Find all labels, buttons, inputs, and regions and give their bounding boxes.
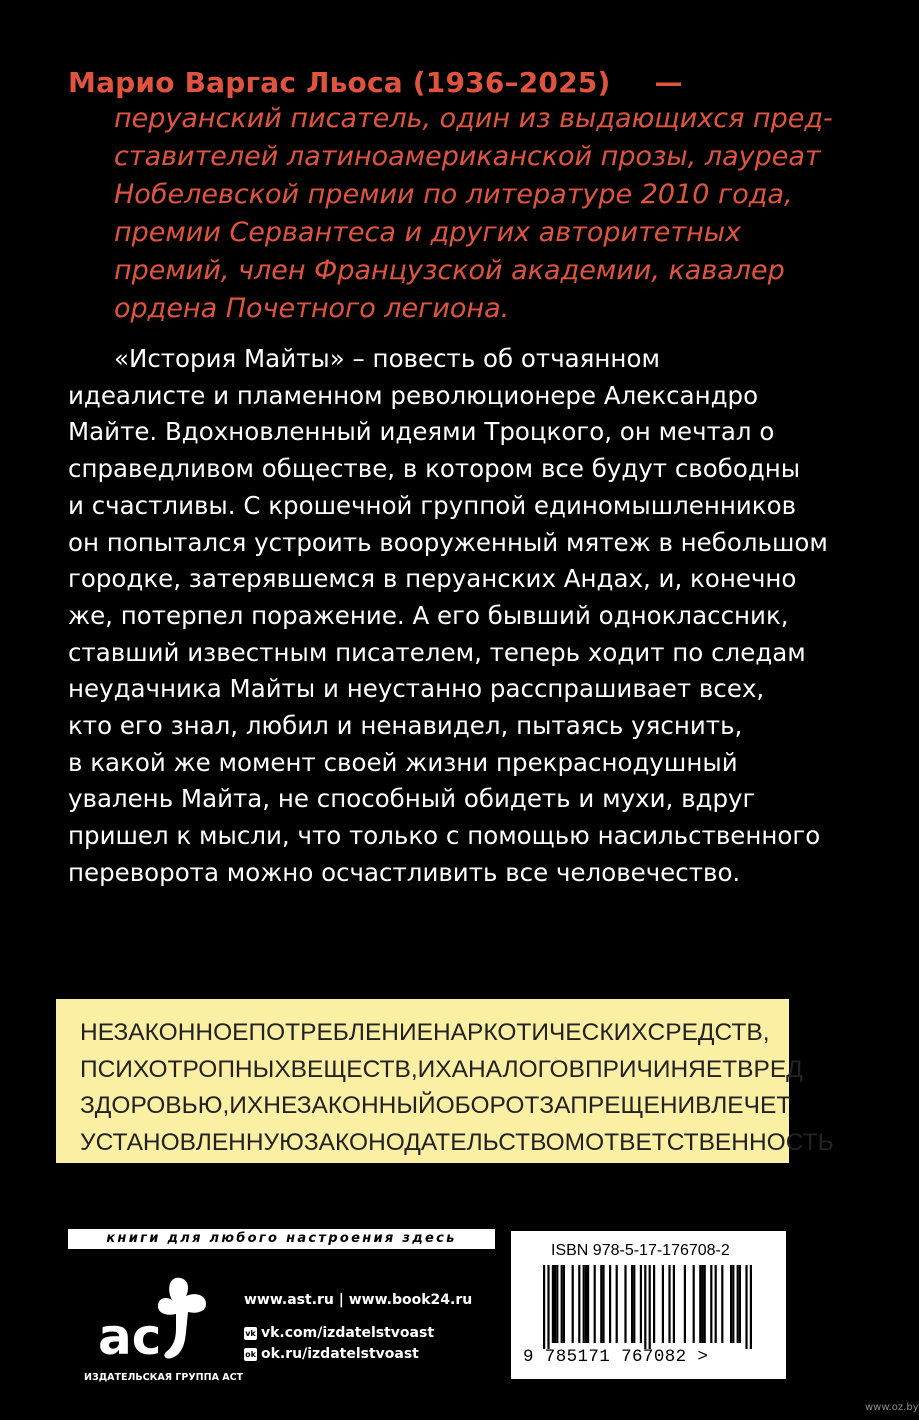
annotation-line: идеалисте и пламенном революционере Александро xyxy=(68,380,759,410)
warning-word: ИХ xyxy=(417,1055,452,1083)
warning-word: ЗАКОНОДАТЕЛЬСТВОМ xyxy=(303,1128,586,1156)
barcode-bar xyxy=(552,1265,554,1343)
barcode-bar xyxy=(668,1265,670,1343)
annotation-line: «История Майты» – повесть об отчаянном xyxy=(114,344,660,373)
social-handle: izdatelstvoast xyxy=(307,1346,419,1362)
warning-line xyxy=(80,1052,803,1089)
barcode-bar xyxy=(631,1265,633,1343)
barcode-bar xyxy=(653,1265,655,1343)
author-bio-line: премий, член Французской академии, кавалер xyxy=(114,255,785,286)
barcode-bar xyxy=(585,1265,587,1343)
barcode-bar xyxy=(633,1265,635,1343)
author-dash: — xyxy=(654,66,683,99)
warning-word: АНАЛОГОВ xyxy=(451,1055,585,1083)
warning-word: ПРИЧИНЯЕТ xyxy=(584,1055,738,1083)
barcode-bar xyxy=(732,1265,734,1343)
barcode-bar xyxy=(701,1265,703,1343)
annotation-line: в какой же момент своей жизни прекраснодушный xyxy=(68,747,738,777)
annotation-line: увалень Майта, не способный обидеть и мухи, вдруг xyxy=(68,784,756,814)
warning-word: ЗАПРЕЩЕН xyxy=(539,1092,678,1120)
author-bio-line: перуанский писатель, один из выдающихся пред- xyxy=(114,103,833,134)
health-warning-box xyxy=(56,999,834,1163)
annotation-line: ставший известным писателем, теперь ходит по следам xyxy=(68,637,806,667)
warning-word: И xyxy=(677,1092,696,1120)
barcode-bar xyxy=(662,1265,664,1343)
barcode-bar xyxy=(602,1265,604,1343)
barcode-bar xyxy=(730,1265,732,1343)
barcode-bar xyxy=(587,1265,589,1343)
barcode-bar xyxy=(563,1265,565,1343)
barcode-bar xyxy=(693,1265,695,1343)
author-name: Марио Варгас Льоса (1936–2025) xyxy=(68,66,611,99)
barcode-bar xyxy=(684,1265,686,1343)
barcode-bar xyxy=(578,1265,580,1343)
barcode-bar xyxy=(543,1265,545,1349)
barcode-bar xyxy=(624,1265,626,1343)
barcode-bar xyxy=(600,1265,602,1343)
barcode-bar xyxy=(673,1265,675,1343)
warning-word: УСТАНОВЛЕННУЮ xyxy=(80,1128,304,1156)
barcode-digits: 9 785171 767082 > xyxy=(523,1347,709,1367)
barcode-bar xyxy=(554,1265,556,1343)
warning-word: НАРКОТИЧЕСКИХ xyxy=(432,1019,648,1046)
annotation-line: кто его знал, любил и ненавидел, пытаясь уяснить, xyxy=(68,711,743,741)
author-bio xyxy=(114,100,858,328)
annotation-line: городке, затерявшемся в перуанских Андах, и, конечно xyxy=(68,564,797,594)
warning-word: СРЕДСТВ, xyxy=(647,1019,770,1046)
barcode-bar xyxy=(721,1265,723,1343)
isbn-label: ISBN 978-5-17-176708-2 xyxy=(551,1242,730,1259)
social-link-vk[interactable] xyxy=(244,1325,472,1341)
author-bio-line: Нобелевской премии по литературе 2010 года, xyxy=(114,179,793,210)
author-bio-line: премии Сервантеса и других авторитетных xyxy=(114,217,742,248)
publisher-label: ИЗДАТЕЛЬСКАЯ ГРУППА АСТ xyxy=(84,1372,244,1383)
annotation-line: переворота можно осчастливить все человечество. xyxy=(68,857,741,887)
barcode-bar xyxy=(547,1265,549,1349)
barcode-bar xyxy=(649,1265,651,1349)
social-link-ok[interactable] xyxy=(244,1346,472,1362)
warning-word: ПОТРЕБЛЕНИЕ xyxy=(248,1019,433,1046)
warning-word: НЕЗАКОННЫЙ xyxy=(263,1092,436,1120)
ok-icon: ok xyxy=(245,1349,256,1359)
barcode-bar xyxy=(704,1265,706,1343)
barcode-bar xyxy=(640,1265,642,1343)
social-handle-prefix: vk.com/ xyxy=(261,1325,323,1341)
annotation-line: Майте. Вдохновленный идеями Троцкого, он мечтал о xyxy=(68,417,775,447)
barcode-bar xyxy=(616,1265,618,1343)
barcode-bar xyxy=(644,1265,646,1349)
warning-line xyxy=(80,1125,834,1162)
social-handle-prefix: ok.ru/ xyxy=(261,1346,308,1362)
warning-word: ВЛЕЧЕТ xyxy=(695,1092,792,1120)
slogan-bar: книги для любого настроения здесь xyxy=(68,1229,495,1249)
annotation-line: неудачника Майты и неустанно расспрашивает всех, xyxy=(68,674,765,704)
barcode-bar xyxy=(561,1265,563,1343)
ast-logo-figure-icon xyxy=(158,1278,206,1359)
barcode-bar xyxy=(750,1265,752,1349)
barcode-bar xyxy=(583,1265,585,1343)
warning-word: ВЕЩЕСТВ, xyxy=(290,1055,418,1083)
barcode-bar xyxy=(745,1265,747,1349)
barcode-bar xyxy=(710,1265,712,1343)
annotation-line: же, потерпел поражение. А его бывший одноклассник, xyxy=(68,600,789,630)
publisher-contacts xyxy=(244,1292,472,1367)
barcode-bar xyxy=(609,1265,611,1343)
annotation-line: справедливом обществе, в котором все будут свободны xyxy=(68,454,801,484)
warning-word: ОБОРОТ xyxy=(435,1092,540,1120)
ast-logo-letters: ас xyxy=(98,1308,162,1366)
warning-line xyxy=(80,1015,770,1052)
warning-word: ЗДОРОВЬЮ, xyxy=(80,1092,230,1120)
author-bio-line: ордена Почетного легиона. xyxy=(114,293,510,324)
annotation-line: и счастливы. С крошечной группой единомышленников xyxy=(68,490,797,520)
annotation-line: пришел к мысли, что только с помощью насильственного xyxy=(68,821,821,851)
barcode-bar xyxy=(556,1265,558,1343)
warning-word: ИХ xyxy=(229,1092,264,1120)
author-heading xyxy=(68,66,858,99)
social-handle: izdatelstvoast xyxy=(322,1325,435,1341)
barcode-bar xyxy=(715,1265,717,1343)
warning-word: ВРЕД xyxy=(737,1055,803,1083)
book-annotation xyxy=(68,341,868,892)
vk-icon: vk xyxy=(245,1328,256,1338)
barcode-bar xyxy=(737,1265,739,1343)
barcode-bar xyxy=(699,1265,701,1343)
annotation-line: он попытался устроить вооруженный мятеж в небольшом xyxy=(68,527,828,557)
isbn-barcode-box xyxy=(511,1231,786,1379)
barcode-bar xyxy=(572,1265,574,1343)
web-links[interactable]: www.ast.ru | www.book24.ru xyxy=(244,1292,473,1308)
warning-word: НЕЗАКОННОЕ xyxy=(80,1019,249,1046)
watermark: www.oz.by xyxy=(865,1402,919,1413)
author-bio-line: ставителей латиноамериканской прозы, лауреат xyxy=(114,141,821,172)
ast-logo xyxy=(84,1268,224,1368)
barcode-bar xyxy=(594,1265,596,1343)
warning-line xyxy=(80,1088,792,1125)
warning-word: ПСИХОТРОПНЫХ xyxy=(80,1055,291,1083)
barcode-bars xyxy=(523,1265,775,1351)
author-block xyxy=(68,66,858,328)
barcode-bar xyxy=(739,1265,741,1343)
warning-word: ОТВЕТСТВЕННОСТЬ xyxy=(585,1128,834,1156)
